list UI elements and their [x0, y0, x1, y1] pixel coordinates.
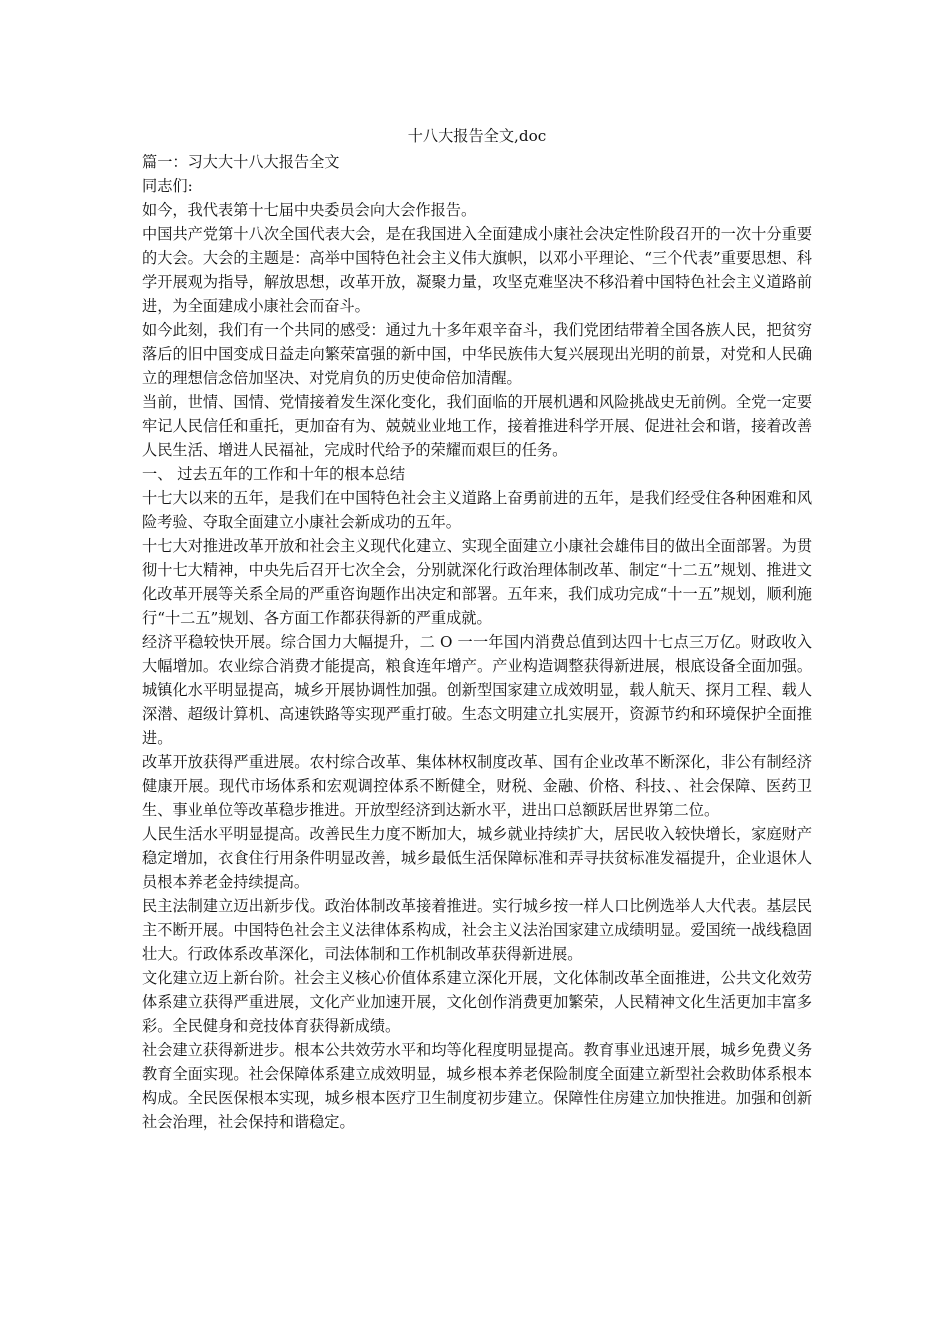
paragraph: 改革开放获得严重进展。农村综合改革、集体林权制度改革、国有企业改革不断深化，非公有制经济健康开展。现代市场体系和宏观调控体系不断健全，财税、金融、价格、科技、、社会保障、医药卫生、事业单位等改革稳步推进。开放型经济到达新水平，进出口总额跃居世界第二位。	[142, 753, 812, 819]
document-title: 十八大报告全文,doc	[407, 127, 547, 145]
paragraph: 经济平稳较快开展。综合国力大幅提升，二 O 一一年国内消费总值到达四十七点三万亿。财政收入大幅增加。农业综合消费才能提高，粮食连年增产。产业构造调整获得新进展，根底设备全面加强。城镇化水平明显提高，城乡开展协调性加强。创新型国家建立成效明显，载人航天、探月工程、载人深潜、超级计算机、高速铁路等实现严重打破。生态文明建立扎实展开，资源节约和环境保护全面推进。	[142, 633, 812, 747]
document-body	[142, 124, 812, 1134]
paragraph: 文化建立迈上新台阶。社会主义核心价值体系建立深化开展，文化体制改革全面推进，公共文化效劳体系建立获得严重进展，文化产业加速开展，文化创作消费更加繁荣，人民精神文化生活更加丰富多彩。全民健身和竞技体育获得新成绩。	[142, 969, 812, 1035]
paragraph: 人民生活水平明显提高。改善民生力度不断加大，城乡就业持续扩大，居民收入较快增长，家庭财产稳定增加，衣食住行用条件明显改善，城乡最低生活保障标准和弄寻扶贫标准发福提升，企业退休人员根本养老金持续提高。	[142, 825, 812, 891]
greeting: 同志们:	[142, 177, 193, 195]
paragraph: 十七大对推进改革开放和社会主义现代化建立、实现全面建立小康社会雄伟目的做出全面部署。为贯彻十七大精神，中央先后召开七次全会，分别就深化行政治理体制改革、制定“十二五”规划、推进文化改革开展等关系全局的严重咨询题作出决定和部署。五年来，我们成功完成“十一五”规划，顺利施行“十二五”规划、各方面工作都获得新的严重成就。	[142, 537, 812, 627]
paragraph: 当前，世情、国情、党情接着发生深化变化，我们面临的开展机遇和风险挑战史无前例。全党一定要牢记人民信任和重托，更加奋有为、兢兢业业地工作，接着推进科学开展、促进社会和谐，接着改善人民生活、增进人民福祉，完成时代给予的荣耀而艰巨的任务。	[142, 393, 812, 459]
paragraph: 民主法制建立迈出新步伐。政治体制改革接着推进。实行城乡按一样人口比例选举人大代表。基层民主不断开展。中国特色社会主义法律体系构成，社会主义法治国家建立成绩明显。爱国统一战线稳固壮大。行政体系改革深化，司法体制和工作机制改革获得新进展。	[142, 897, 812, 963]
paragraph: 十七大以来的五年，是我们在中国特色社会主义道路上奋勇前进的五年，是我们经受住各种困难和风险考验、夺取全面建立小康社会新成功的五年。	[142, 489, 812, 531]
paragraph: 中国共产党第十八次全国代表大会，是在我国进入全面建成小康社会决定性阶段召开的一次十分重要的大会。大会的主题是：高举中国特色社会主义伟大旗帜，以邓小平理论、“三个代表”重要思想、科学开展观为指导，解放思想，改革开放，凝聚力量，攻坚克难坚决不移沿着中国特色社会主义道路前进，为全面建成小康社会而奋斗。	[142, 225, 812, 315]
paragraph: 社会建立获得新进步。根本公共效劳水平和均等化程度明显提高。教育事业迅速开展，城乡免费义务教育全面实现。社会保障体系建立成效明显，城乡根本养老保险制度全面建立新型社会救助体系根本构成。全民医保根本实现，城乡根本医疗卫生制度初步建立。保障性住房建立加快推进。加强和创新社会治理，社会保持和谐稳定。	[142, 1041, 812, 1131]
section-heading: 一、 过去五年的工作和十年的根本总结	[142, 465, 406, 483]
paragraph: 如今，我代表第十七届中央委员会向大会作报告。	[142, 201, 477, 219]
document-subtitle: 篇一：习大大十八大报告全文	[142, 153, 340, 171]
paragraph: 如今此刻，我们有一个共同的感受：通过九十多年艰辛奋斗，我们党团结带着全国各族人民，把贫穷落后的旧中国变成日益走向繁荣富强的新中国，中华民族伟大复兴展现出光明的前景，对党和人民确立的理想信念倍加坚决、对党肩负的历史使命倍加清醒。	[142, 321, 812, 387]
